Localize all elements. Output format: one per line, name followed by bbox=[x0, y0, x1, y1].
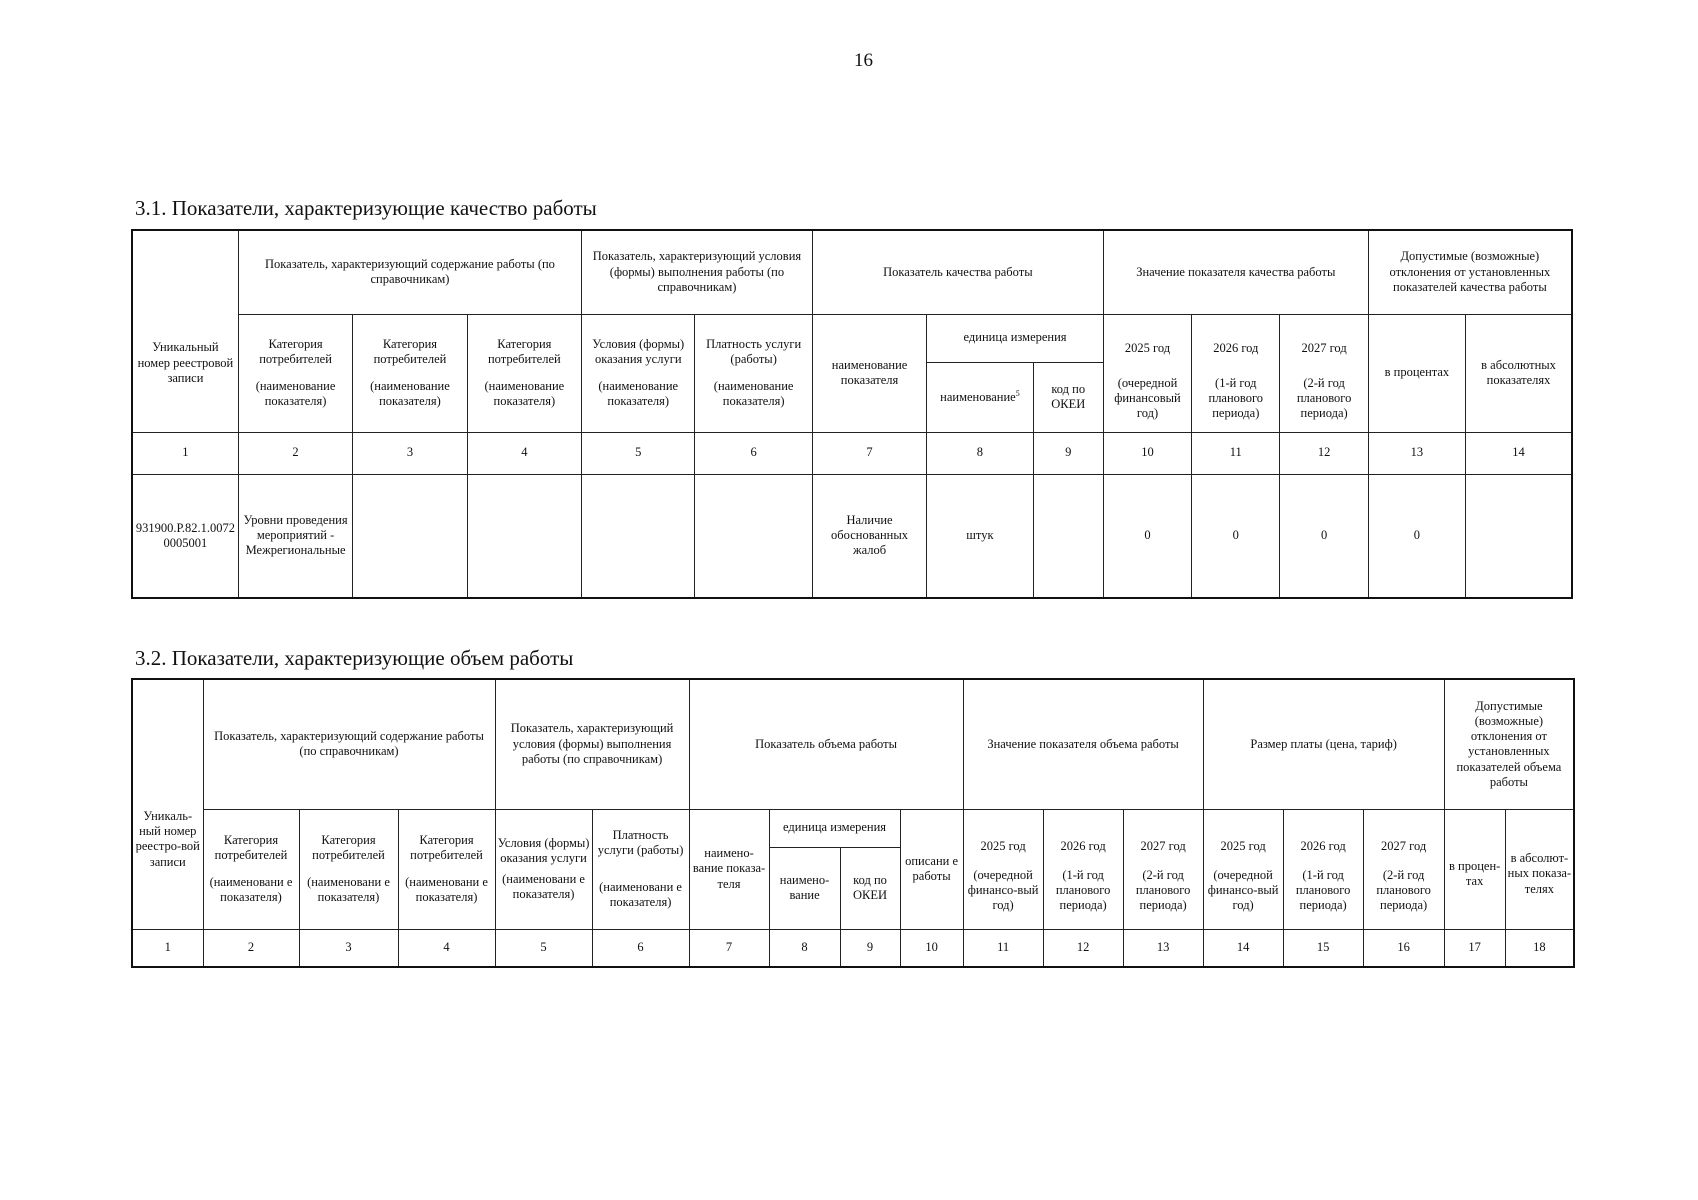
header-indicator-name: наимено-вание показа-теля bbox=[689, 809, 769, 929]
volume-column-number: 9 bbox=[840, 929, 900, 967]
cell-okei bbox=[1033, 474, 1103, 598]
header-year-2025: 2025 год (очередной финансовый год) bbox=[1103, 314, 1191, 432]
header-category-2: Категория потребителей (наименовани е показателя) bbox=[299, 809, 398, 929]
header-quality-group: Показатель качества работы bbox=[812, 230, 1103, 314]
header-category-3: Категория потребителей (наименование показателя) bbox=[467, 314, 581, 432]
cell-conditions bbox=[582, 474, 695, 598]
header-row-groups bbox=[132, 230, 1572, 314]
quality-column-number: 7 bbox=[812, 432, 926, 474]
header-content-group: Показатель, характеризующий содержание работы (по справочникам) bbox=[203, 679, 495, 809]
header-work-description: описани е работы bbox=[900, 809, 963, 929]
volume-column-number: 6 bbox=[592, 929, 689, 967]
header-okei-code: код по ОКЕИ bbox=[840, 847, 900, 929]
volume-column-number: 13 bbox=[1123, 929, 1203, 967]
footnote-mark: 5 bbox=[1015, 388, 1020, 398]
header-value-2027: 2027 год (2-й год планового периода) bbox=[1123, 809, 1203, 929]
quality-column-number: 2 bbox=[238, 432, 352, 474]
header-service-fee: Платность услуги (работы) (наименование показателя) bbox=[695, 314, 812, 432]
header-in-absolute: в абсолютных показателях bbox=[1466, 314, 1572, 432]
cell-value-2026: 0 bbox=[1192, 474, 1280, 598]
volume-column-number: 17 bbox=[1444, 929, 1505, 967]
header-value-2026: 2026 год (1-й год планового периода) bbox=[1043, 809, 1123, 929]
header-unit-group: единица измерения bbox=[927, 314, 1104, 362]
page-number: 16 bbox=[854, 50, 873, 71]
quality-column-number: 3 bbox=[353, 432, 467, 474]
header-category-1: Категория потребителей (наименовани е показателя) bbox=[203, 809, 299, 929]
header-row-sub bbox=[132, 809, 1574, 847]
volume-column-number: 1 bbox=[132, 929, 203, 967]
header-service-conditions: Условия (формы) оказания услуги (наименование показателя) bbox=[582, 314, 695, 432]
volume-column-number: 3 bbox=[299, 929, 398, 967]
volume-column-number: 12 bbox=[1043, 929, 1123, 967]
quality-column-number: 11 bbox=[1192, 432, 1280, 474]
header-registry-number: Уникальный номер реестровой записи bbox=[132, 230, 238, 432]
volume-column-number: 5 bbox=[495, 929, 592, 967]
cell-deviation-absolute bbox=[1466, 474, 1572, 598]
header-deviation-group: Допустимые (возможные) отклонения от установленных показателей объема работы bbox=[1444, 679, 1574, 809]
cell-category-2 bbox=[353, 474, 467, 598]
cell-deviation-percent: 0 bbox=[1368, 474, 1465, 598]
column-number-row bbox=[132, 929, 1574, 967]
quality-column-number: 1 bbox=[132, 432, 238, 474]
header-deviation-group: Допустимые (возможные) отклонения от установленных показателей качества работы bbox=[1368, 230, 1572, 314]
header-value-group: Значение показателя качества работы bbox=[1103, 230, 1368, 314]
quality-column-number: 8 bbox=[927, 432, 1033, 474]
volume-column-number: 4 bbox=[398, 929, 495, 967]
cell-category-3 bbox=[467, 474, 581, 598]
cell-registry-number: 931900.Р.82.1.00720005001 bbox=[132, 474, 238, 598]
header-okei-code: код по ОКЕИ bbox=[1033, 362, 1103, 432]
header-in-absolute: в абсолют-ных показа-телях bbox=[1505, 809, 1574, 929]
volume-column-number: 11 bbox=[963, 929, 1043, 967]
volume-column-number: 15 bbox=[1283, 929, 1363, 967]
cell-unit: штук bbox=[927, 474, 1033, 598]
header-indicator-name: наименование показателя bbox=[812, 314, 926, 432]
header-row-groups bbox=[132, 679, 1574, 809]
volume-table bbox=[131, 678, 1575, 968]
volume-column-number: 2 bbox=[203, 929, 299, 967]
quality-column-number: 6 bbox=[695, 432, 812, 474]
volume-column-number: 8 bbox=[769, 929, 840, 967]
quality-column-number: 14 bbox=[1466, 432, 1572, 474]
header-service-conditions: Условия (формы) оказания услуги (наименовани е показателя) bbox=[495, 809, 592, 929]
header-in-percent: в процентах bbox=[1368, 314, 1465, 432]
quality-column-number: 9 bbox=[1033, 432, 1103, 474]
header-volume-group: Показатель объема работы bbox=[689, 679, 963, 809]
header-fee-2027: 2027 год (2-й год планового периода) bbox=[1363, 809, 1444, 929]
data-row bbox=[132, 474, 1572, 598]
header-service-fee: Платность услуги (работы) (наименовани е показателя) bbox=[592, 809, 689, 929]
volume-column-number: 10 bbox=[900, 929, 963, 967]
header-category-3: Категория потребителей (наименовани е показателя) bbox=[398, 809, 495, 929]
section-title-quality: 3.1. Показатели, характеризующие качество работы bbox=[135, 196, 597, 220]
volume-column-number: 16 bbox=[1363, 929, 1444, 967]
quality-column-number: 5 bbox=[582, 432, 695, 474]
header-fee-group: Размер платы (цена, тариф) bbox=[1203, 679, 1444, 809]
header-category-1: Категория потребителей (наименование показателя) bbox=[238, 314, 352, 432]
header-row-sub bbox=[132, 314, 1572, 362]
section-title-volume: 3.2. Показатели, характеризующие объем работы bbox=[135, 646, 574, 670]
quality-column-number: 10 bbox=[1103, 432, 1191, 474]
cell-indicator: Наличие обоснованных жалоб bbox=[812, 474, 926, 598]
header-content-group: Показатель, характеризующий содержание работы (по справочникам) bbox=[238, 230, 581, 314]
header-conditions-group: Показатель, характеризующий условия (формы) выполнения работы (по справочникам) bbox=[582, 230, 813, 314]
header-fee-2026: 2026 год (1-й год планового периода) bbox=[1283, 809, 1363, 929]
header-value-group: Значение показателя объема работы bbox=[963, 679, 1203, 809]
cell-fee bbox=[695, 474, 812, 598]
quality-table bbox=[131, 229, 1573, 599]
quality-column-number: 4 bbox=[467, 432, 581, 474]
header-year-2026: 2026 год (1-й год планового периода) bbox=[1192, 314, 1280, 432]
header-unit-group: единица измерения bbox=[769, 809, 900, 847]
header-year-2027: 2027 год (2-й год планового периода) bbox=[1280, 314, 1368, 432]
header-fee-2025: 2025 год (очередной финансо-вый год) bbox=[1203, 809, 1283, 929]
volume-column-number: 7 bbox=[689, 929, 769, 967]
header-category-2: Категория потребителей (наименование показателя) bbox=[353, 314, 467, 432]
quality-column-number: 13 bbox=[1368, 432, 1465, 474]
header-unit-name: наименование$^5$ bbox=[927, 362, 1033, 432]
header-in-percent: в процен-тах bbox=[1444, 809, 1505, 929]
volume-column-number: 14 bbox=[1203, 929, 1283, 967]
volume-column-number: 18 bbox=[1505, 929, 1574, 967]
cell-category-1: Уровни проведения мероприятий - Межрегиональные bbox=[238, 474, 352, 598]
header-registry-number: Уникаль-ный номер реестро-вой записи bbox=[132, 679, 203, 929]
header-conditions-group: Показатель, характеризующий условия (формы) выполнения работы (по справочникам) bbox=[495, 679, 689, 809]
header-value-2025: 2025 год (очередной финансо-вый год) bbox=[963, 809, 1043, 929]
quality-column-number: 12 bbox=[1280, 432, 1368, 474]
cell-value-2025: 0 bbox=[1103, 474, 1191, 598]
column-number-row bbox=[132, 432, 1572, 474]
header-unit-name: наимено-вание bbox=[769, 847, 840, 929]
cell-value-2027: 0 bbox=[1280, 474, 1368, 598]
